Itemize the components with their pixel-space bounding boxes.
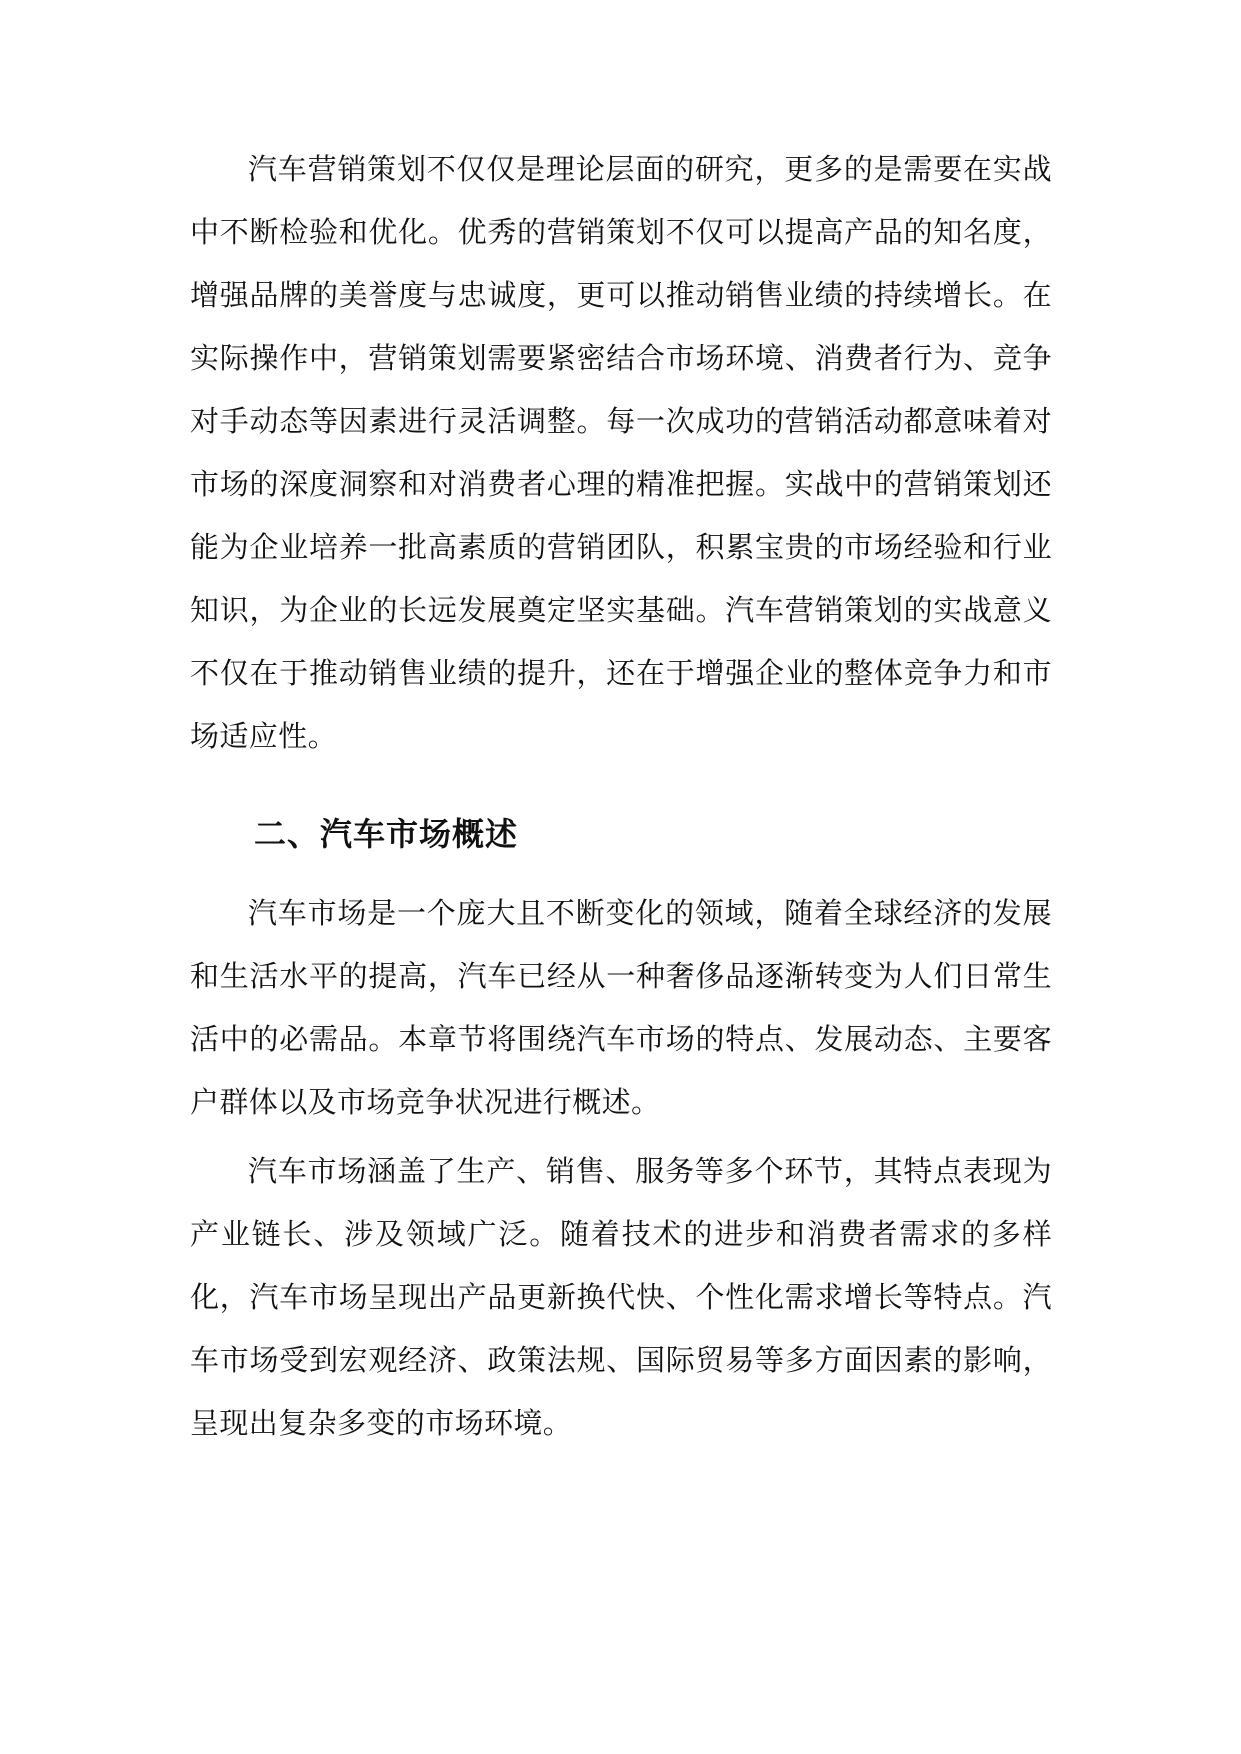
paragraph-market-intro: 汽车市场是一个庞大且不断变化的领域，随着全球经济的发展和生活水平的提高，汽车已经从一种奢侈品逐渐转变为人们日常生活中的必需品。本章节将围绕汽车市场的特点、发展动态、主要客户群体以及市场竞争状况进行概述。 [190, 896, 1052, 1119]
paragraph-marketing-significance: 汽车营销策划不仅仅是理论层面的研究，更多的是需要在实战中不断检验和优化。优秀的营销策划不仅可以提高产品的知名度，增强品牌的美誉度与忠诚度，更可以推动销售业绩的持续增长。在实际操作中，营销策划需要紧密结合市场环境、消费者行为、竞争对手动态等因素进行灵活调整。每一次成功的营销活动都意味着对市场的深度洞察和对消费者心理的精准把握。实战中的营销策划还能为企业培养一批高素质的营销团队，积累宝贵的市场经验和行业知识，为企业的长远发展奠定坚实基础。汽车营销策划的实战意义不仅在于推动销售业绩的提升，还在于增强企业的整体竞争力和市场适应性。 [190, 152, 1052, 753]
document-body [190, 138, 1052, 1455]
paragraph-market-characteristics: 汽车市场涵盖了生产、销售、服务等多个环节，其特点表现为产业链长、涉及领域广泛。随着技术的进步和消费者需求的多样化，汽车市场呈现出产品更新换代快、个性化需求增长等特点。汽车市场受到宏观经济、政策法规、国际贸易等多方面因素的影响，呈现出复杂多变的市场环境。 [190, 1154, 1052, 1440]
section-heading-market-overview: 二、汽车市场概述 [254, 815, 519, 853]
